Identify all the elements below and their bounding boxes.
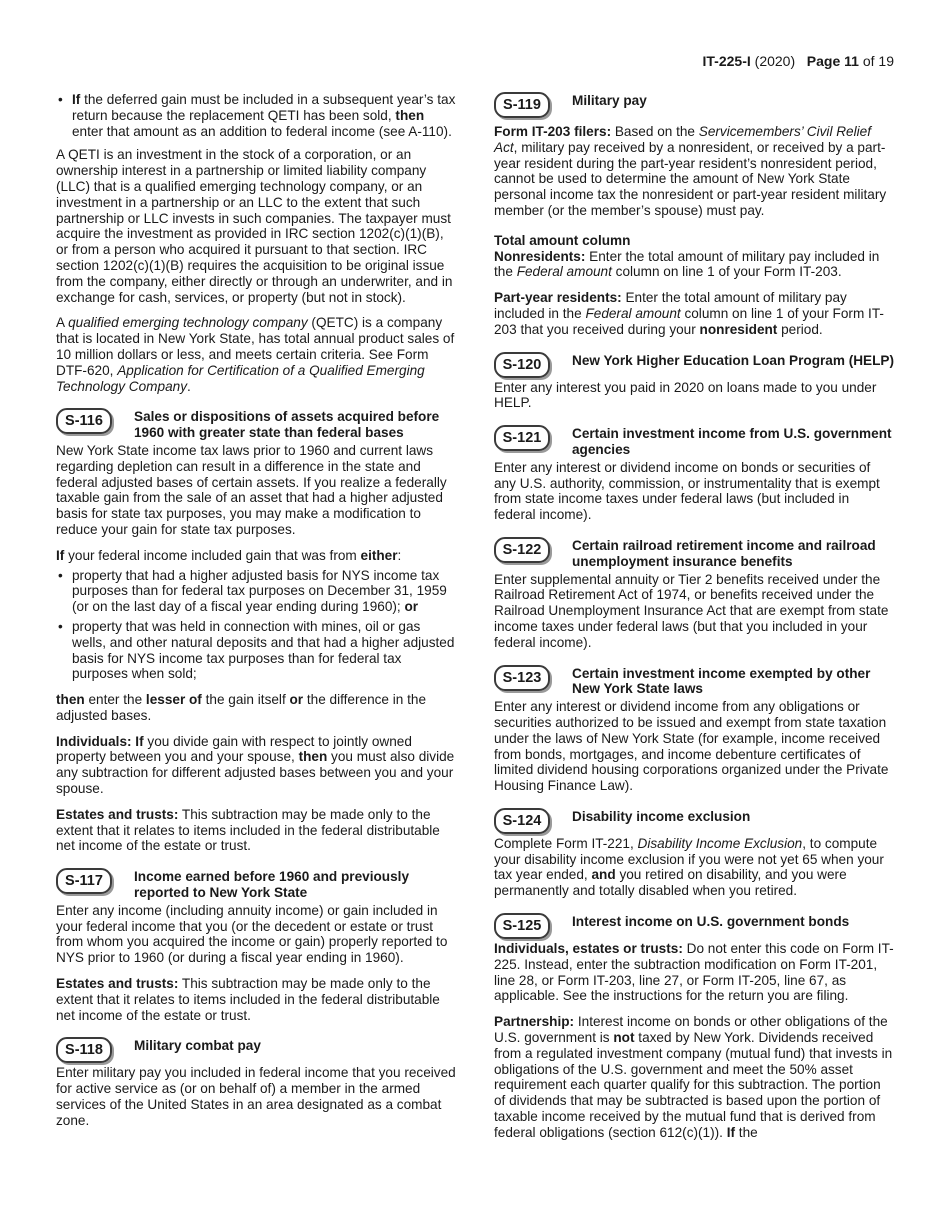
section-s119-heading — [494, 92, 894, 118]
s125-partnership: Partnership: Interest income on bonds or other obligations of the U.S. government is not taxed by New York. Dividends received from a regulated investment company (mutual fund) that invests in obligations of the U.S. government and meet the 50% asset requirement each quarter qualify for this subtraction. The portion of dividends that may be subtracted is based upon the portion of taxable income received by the mutual fund that is derived from federal obligations (section 612(c)(1)). If the — [494, 1014, 893, 1140]
section-s124-heading — [494, 808, 894, 834]
form-year: (2020) — [754, 53, 796, 69]
s119-part-year: Part-year residents: Enter the total amount of military pay included in the Federal amount column on line 1 of your Form IT-203 that you received during your nonresident period. — [494, 290, 884, 337]
page-header — [703, 54, 894, 70]
code-badge-s123: S-123 — [494, 665, 550, 691]
section-title: Interest income on U.S. government bonds — [572, 914, 850, 930]
section-title: Certain railroad retirement income and railroad unemployment insurance benefits — [572, 537, 876, 569]
section-title: Income earned before 1960 and previously reported to New York State — [134, 869, 410, 901]
s116-either: If your federal income included gain that was from either: — [56, 547, 402, 563]
page-number: 11 — [844, 53, 859, 69]
s119-nonresidents: Nonresidents: Enter the total amount of military pay included in the Federal amount column on line 1 of your Form IT-203. — [494, 248, 880, 280]
section-s122-heading — [494, 537, 894, 570]
section-title: Sales or dispositions of assets acquired before 1960 with greater state than federal bases — [134, 409, 440, 441]
section-title: Certain investment income exempted by other New York State laws — [572, 665, 871, 697]
code-badge-s125: S-125 — [494, 913, 550, 939]
code-badge-s116: S-116 — [56, 408, 112, 434]
section-s123-heading — [494, 665, 894, 698]
s117-estates: Estates and trusts: This subtraction may be made only to the extent that it relates to items included in the federal distributable net income of the estate or trust. — [56, 976, 440, 1023]
s124-paragraph: Complete Form IT-221, Disability Income Exclusion, to compute your disability income exclusion if you were not yet 65 when your tax year ended, and you retired on disability, and you were permanently and totally disabled when you retired. — [494, 835, 884, 899]
code-badge-s119: S-119 — [494, 92, 550, 118]
section-s121-heading — [494, 425, 894, 458]
section-title: New York Higher Education Loan Program (HELP) — [572, 352, 895, 368]
section-title: Military pay — [572, 93, 647, 108]
section-s118-heading — [56, 1037, 456, 1063]
code-badge-s124: S-124 — [494, 808, 550, 834]
qeti-paragraph: A QETI is an investment in the stock of a corporation, or an ownership interest in a partnership or limited liability company (LLC) that is a qualified emerging technology company, or an investment in a partnership or an LLC to the extent that such partnership or LLC invests in such companies. The taxpayer must acquire the investment as provided in IRC section 1202(c)(1)(B), or from a person who acquired it pursuant to that section. IRC section 1202(c)(1)(B) requires the acquisition to be original issue from the company, either directly or through an underwriter, and in exchange for cash, services, or property (but not in stock). — [56, 147, 453, 305]
code-badge-s118: S-118 — [56, 1037, 112, 1063]
s116-bullet-2: • property that was held in connection with mines, oil or gas wells, and other natural deposits and that had a higher adjusted basis for NYS income tax purposes than for federal tax purposes when sold; — [56, 619, 456, 682]
page-label: Page — [806, 53, 841, 69]
code-badge-s117: S-117 — [56, 868, 112, 894]
section-title: Military combat pay — [134, 1038, 261, 1054]
s121-paragraph: Enter any interest or dividend income on bonds or securities of any U.S. authority, commission, or instrumentality that is exempt from state income taxes under federal laws (but included in federal income). — [494, 459, 880, 523]
section-title: Certain investment income from U.S. government agencies — [572, 426, 892, 457]
page-total: of 19 — [862, 53, 894, 69]
s122-paragraph: Enter supplemental annuity or Tier 2 benefits received under the Railroad Retirement Act of 1974, or benefits received under the Railroad Unemployment Insurance Act that are exempt from state income taxes under federal laws (but that you included in your federal income). — [494, 571, 889, 650]
code-badge-s121: S-121 — [494, 425, 550, 451]
code-badge-s120: S-120 — [494, 352, 550, 378]
s119-filers: Form IT-203 filers: Based on the Servicemembers’ Civil Relief Act, military pay received by a nonresident, or received by a part-year resident during the part-year resident’s nonresident period, cannot be used to determine the amount of New York State personal income tax the nonresident or part-year resident military member (or the member’s spouse) must pay. — [494, 124, 887, 218]
s116-then: then enter the lesser of the gain itself or the difference in the adjusted bases. — [56, 692, 427, 723]
section-s116-heading — [56, 408, 456, 441]
s125-individuals: Individuals, estates or trusts: Do not enter this code on Form IT-225. Instead, enter the subtraction modification on Form IT-201, line 28, or Form IT-203, line 27, or Form IT-205, line 67, as applicable. See the instructions for the return you are filing. — [494, 941, 894, 1004]
bullet-deferred-gain: • If the deferred gain must be included in a subsequent year’s tax return because the replacement QETI has been sold, then enter that amount as an addition to federal income (see A-110). — [56, 92, 456, 139]
s119-subheading: Total amount column — [494, 232, 631, 248]
section-title: Disability income exclusion — [572, 808, 751, 824]
s120-paragraph: Enter any interest you paid in 2020 on loans made to you under HELP. — [494, 379, 877, 411]
section-s125-heading — [494, 913, 894, 939]
qetc-paragraph: A qualified emerging technology company (QETC) is a company that is located in New York State, has total annual product sales of 10 million dollars or less, and meets certain criteria. See Form DTF-620, Application for Certification of a Qualified Emerging Technology Company. — [56, 315, 455, 394]
s123-paragraph: Enter any interest or dividend income from any obligations or securities authorized to be issued and exempt from state taxation under the laws of New York State (for example, income received from bonds, mortgages, and income debenture certificates of limited dividend housing corporations organized under the Private Housing Finance Law). — [494, 699, 889, 794]
form-number: IT-225-I — [702, 53, 751, 69]
s118-paragraph: Enter military pay you included in federal income that you received for active service as (or on behalf of) a member in the armed services of the United States in an area designated as a combat zone. — [56, 1065, 456, 1128]
s116-bullet-1: • property that had a higher adjusted basis for NYS income tax purposes than for federal tax purposes on December 31, 1959 (or on the last day of a fiscal year ending during 1960); or — [56, 568, 456, 615]
s116-individuals: Individuals: If you divide gain with respect to jointly owned property between you and your spouse, then you must also divide any subtraction for different adjusted bases between you and your spouse. — [56, 733, 455, 797]
section-s120-heading — [494, 352, 894, 378]
s116-estates: Estates and trusts: This subtraction may be made only to the extent that it relates to items included in the federal distributable net income of the estate or trust. — [56, 806, 440, 854]
right-column — [494, 92, 894, 1151]
s116-paragraph: New York State income tax laws prior to 1960 and current laws regarding depletion can result in a difference in the state and federal adjusted bases of certain assets. If you realize a federally taxable gain from the sale of an asset that had a higher adjusted basis for state tax purposes, you may make a modification to reduce your gain for state tax purposes. — [56, 442, 447, 537]
section-s117-heading — [56, 868, 456, 901]
left-column — [56, 92, 456, 1139]
s117-paragraph: Enter any income (including annuity income) or gain included in your federal income that you (or the decedent or estate or trust from whom you acquired the income or gain) properly reported to NYS prior to 1960 (or during a fiscal year ending in 1960). — [56, 902, 448, 966]
code-badge-s122: S-122 — [494, 537, 550, 563]
